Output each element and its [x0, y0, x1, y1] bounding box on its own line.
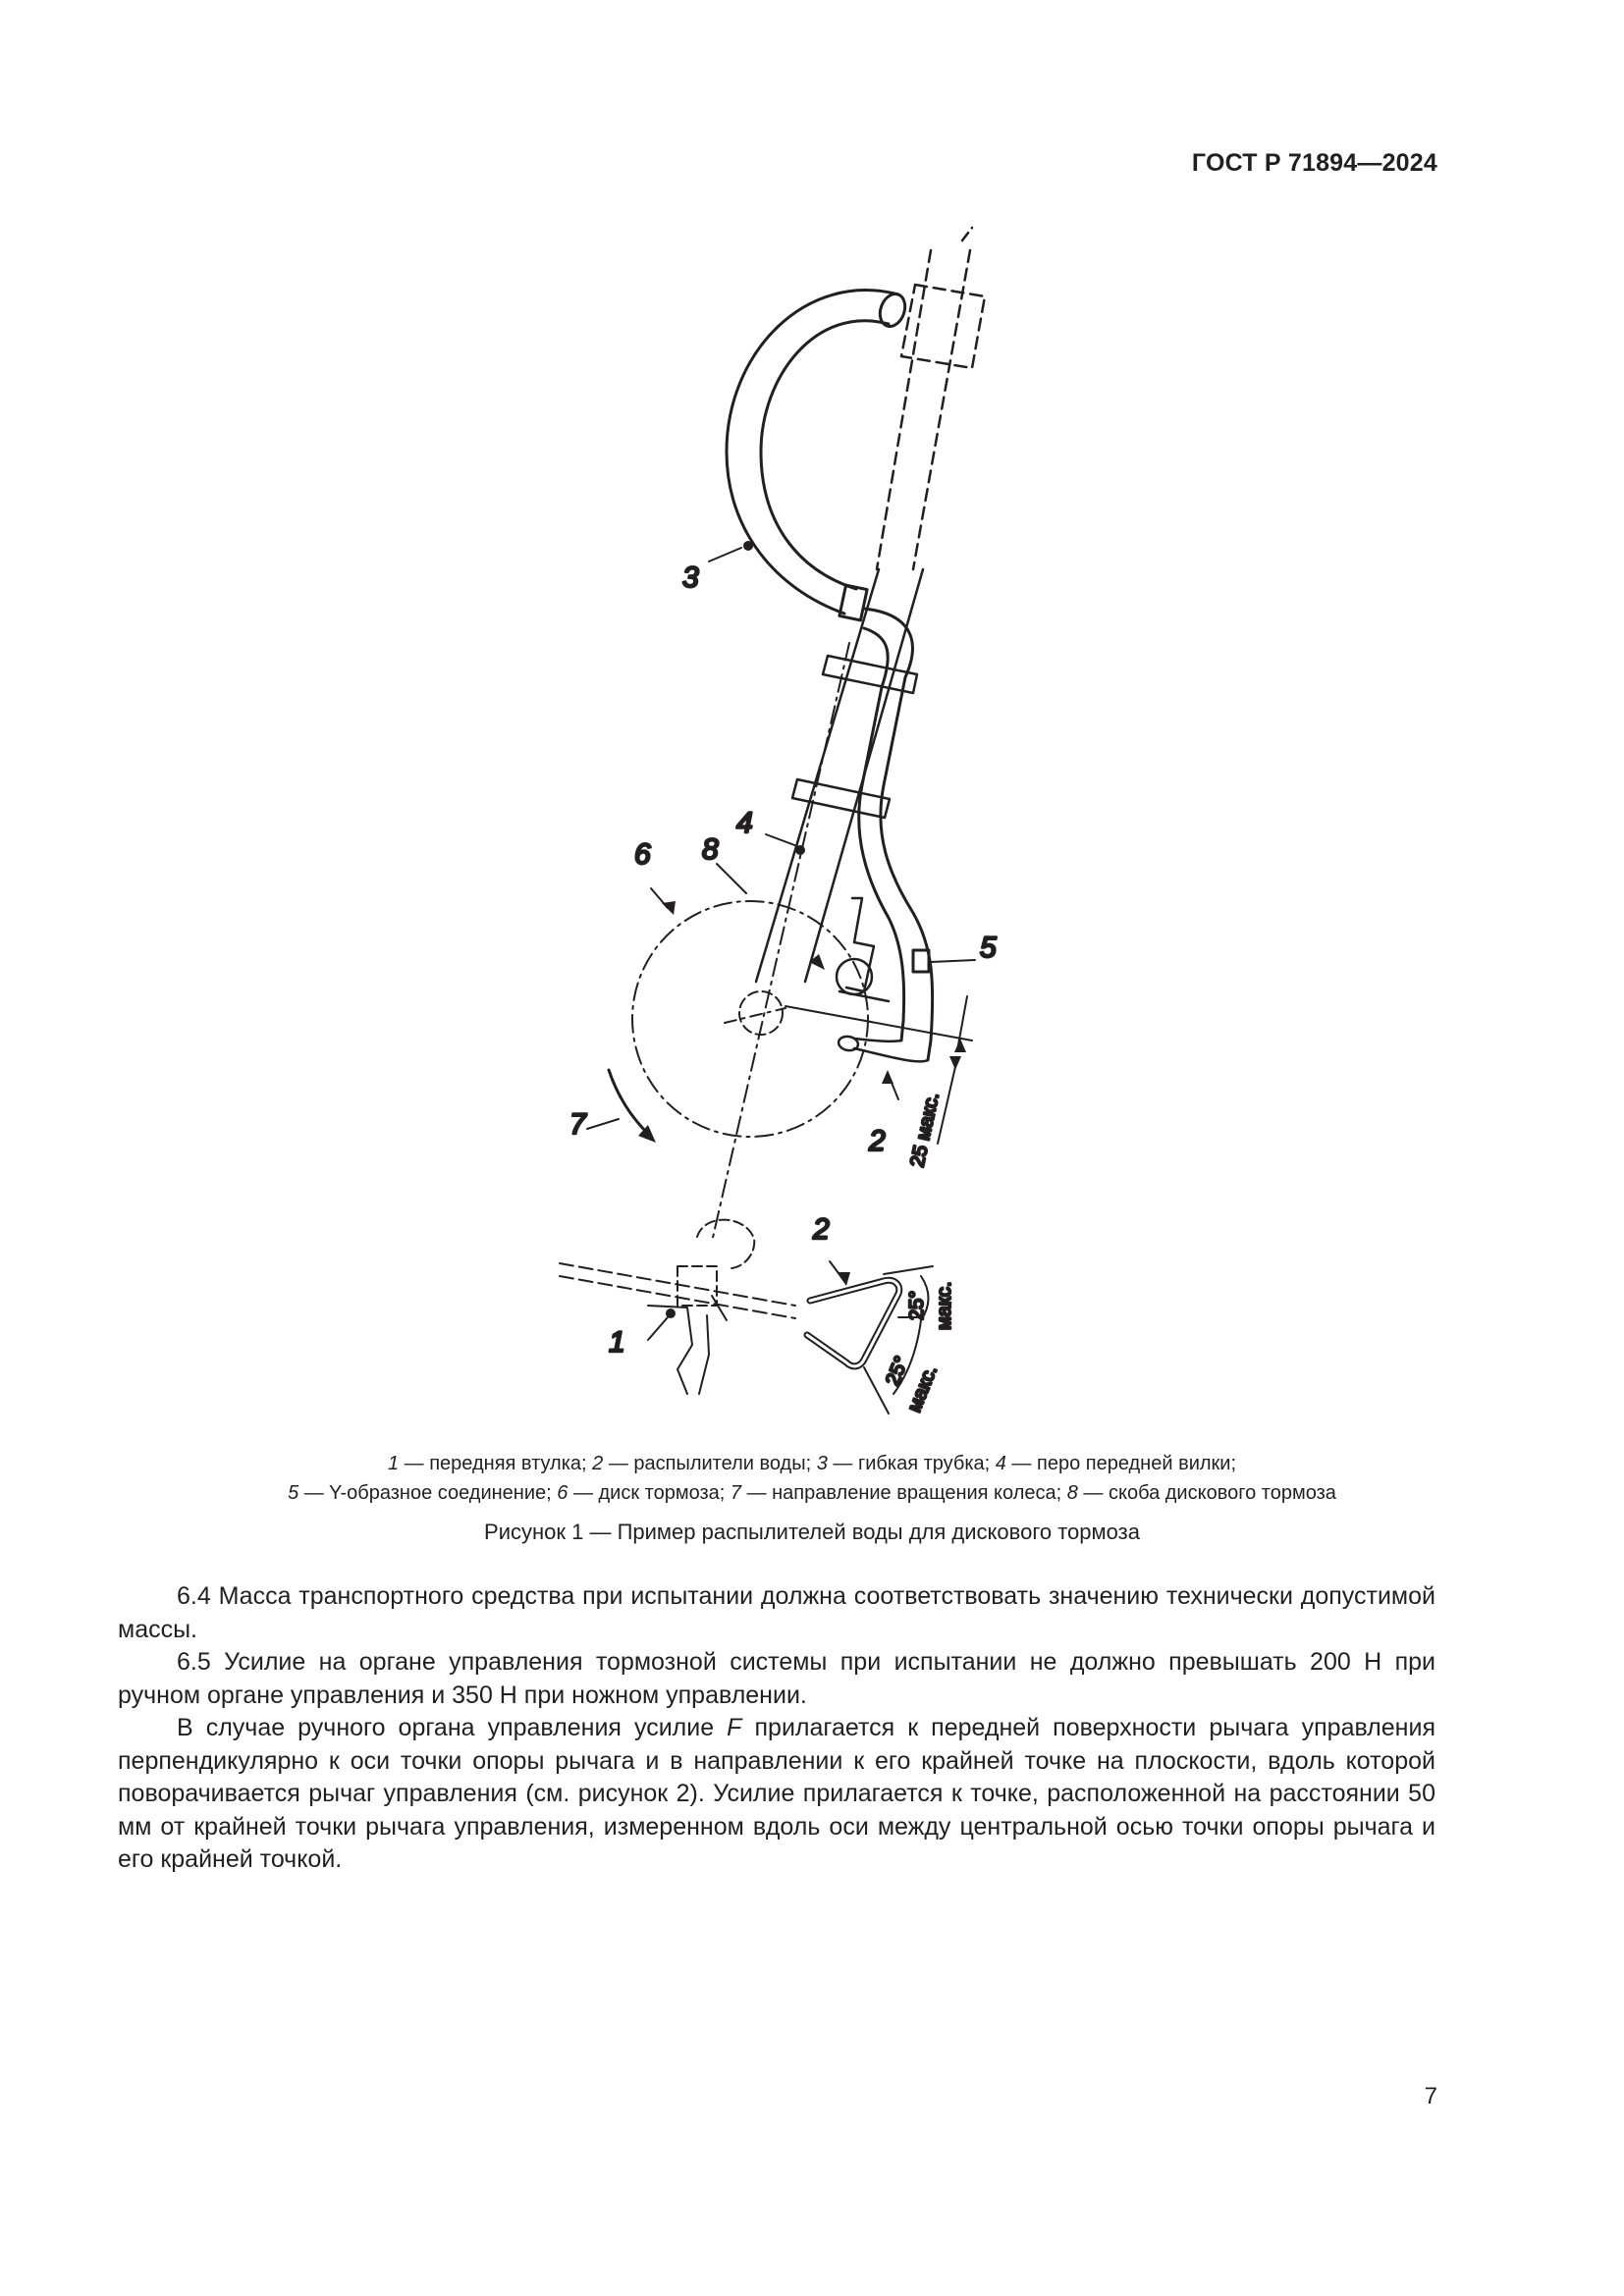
label-2-top: 2 — [869, 1125, 886, 1157]
legend-text: — скоба дискового тормоза — [1077, 1482, 1336, 1504]
legend-num: 2 — [592, 1453, 604, 1474]
label-2-bottom: 2 — [813, 1213, 830, 1246]
figure-1 — [511, 226, 1060, 1423]
hub-detail — [560, 1220, 795, 1394]
angle-1: 25° — [906, 1290, 928, 1320]
legend-num: 3 — [816, 1453, 828, 1474]
force-variable: F — [727, 1714, 742, 1741]
legend-num: 1 — [387, 1453, 400, 1474]
legend-text: — передняя втулка; — [399, 1453, 593, 1474]
paragraph-text-end: прилагается к передней поверхности рычага управления перпендикулярно к оси точки опоры рычага и в направлении к его крайней точке на плоскости, вдоль которой поворачивается рычаг управления (см. рисунок 2). Усилие прилагается к точке, расположенной на расстоянии 50 мм от крайней точки рычага управления, измеренном вдоль оси между центральной осью точки опоры рычага и его крайней точкой. — [118, 1714, 1435, 1873]
rotation-arrow — [609, 1070, 648, 1134]
body-text — [118, 1580, 1435, 1877]
paragraph-6-4: 6.4 Масса транспортного средства при испытании должна соответствовать значению технически допустимой массы. — [118, 1582, 1435, 1643]
label-7: 7 — [569, 1108, 586, 1141]
figure-1-drawing — [511, 226, 1060, 1423]
legend-text: — Y-образное соединение; — [298, 1482, 558, 1504]
legend-num: 5 — [288, 1482, 299, 1504]
legend-num: 6 — [557, 1482, 568, 1504]
angle-2-note: макс. — [903, 1362, 943, 1415]
label-1: 1 — [609, 1326, 625, 1359]
label-8: 8 — [702, 833, 719, 866]
angle-2: 25° — [882, 1353, 913, 1389]
label-5: 5 — [980, 932, 997, 964]
page-number: 7 — [1424, 2083, 1437, 2109]
paragraph-text-start: В случае ручного органа управления усилие — [177, 1714, 728, 1741]
paragraph-hand-control — [118, 1712, 1435, 1877]
angle-1-note: макс. — [934, 1281, 955, 1330]
legend-num: 7 — [730, 1482, 742, 1504]
leader-7 — [587, 1119, 619, 1129]
label-6: 6 — [634, 838, 651, 871]
legend-text: — диск тормоза; — [568, 1482, 731, 1504]
legend-text: — распылители воды; — [603, 1453, 817, 1474]
document-header: ГОСТ Р 71894—2024 — [1191, 149, 1437, 177]
legend-text: — направление вращения колеса; — [741, 1482, 1067, 1504]
figure-caption: Рисунок 1 — Пример распылителей воды для дискового тормоза — [484, 1520, 1140, 1544]
dimension-25 — [938, 996, 967, 1144]
fork-leg — [756, 228, 985, 982]
legend-text: — гибкая трубка; — [827, 1453, 996, 1474]
paragraph-6-5: 6.5 Усилие на органе управления тормозной системы при испытании не должно превышать 200 Н при ручном органе управления и 350 Н при ножном управлении. — [118, 1648, 1435, 1709]
legend-num: 4 — [995, 1453, 1006, 1474]
label-3: 3 — [682, 561, 699, 594]
arrowhead-6 — [662, 901, 676, 915]
legend-text: — перо передней вилки; — [1005, 1453, 1237, 1474]
dim-25-max: 25 макс. — [906, 1090, 944, 1170]
legend-line-1 — [118, 1449, 1506, 1478]
arrowhead-2 — [882, 1070, 893, 1084]
legend-line-2 — [118, 1478, 1506, 1508]
legend-num: 8 — [1066, 1482, 1078, 1504]
figure-legend — [118, 1449, 1506, 1508]
label-4: 4 — [736, 807, 753, 839]
